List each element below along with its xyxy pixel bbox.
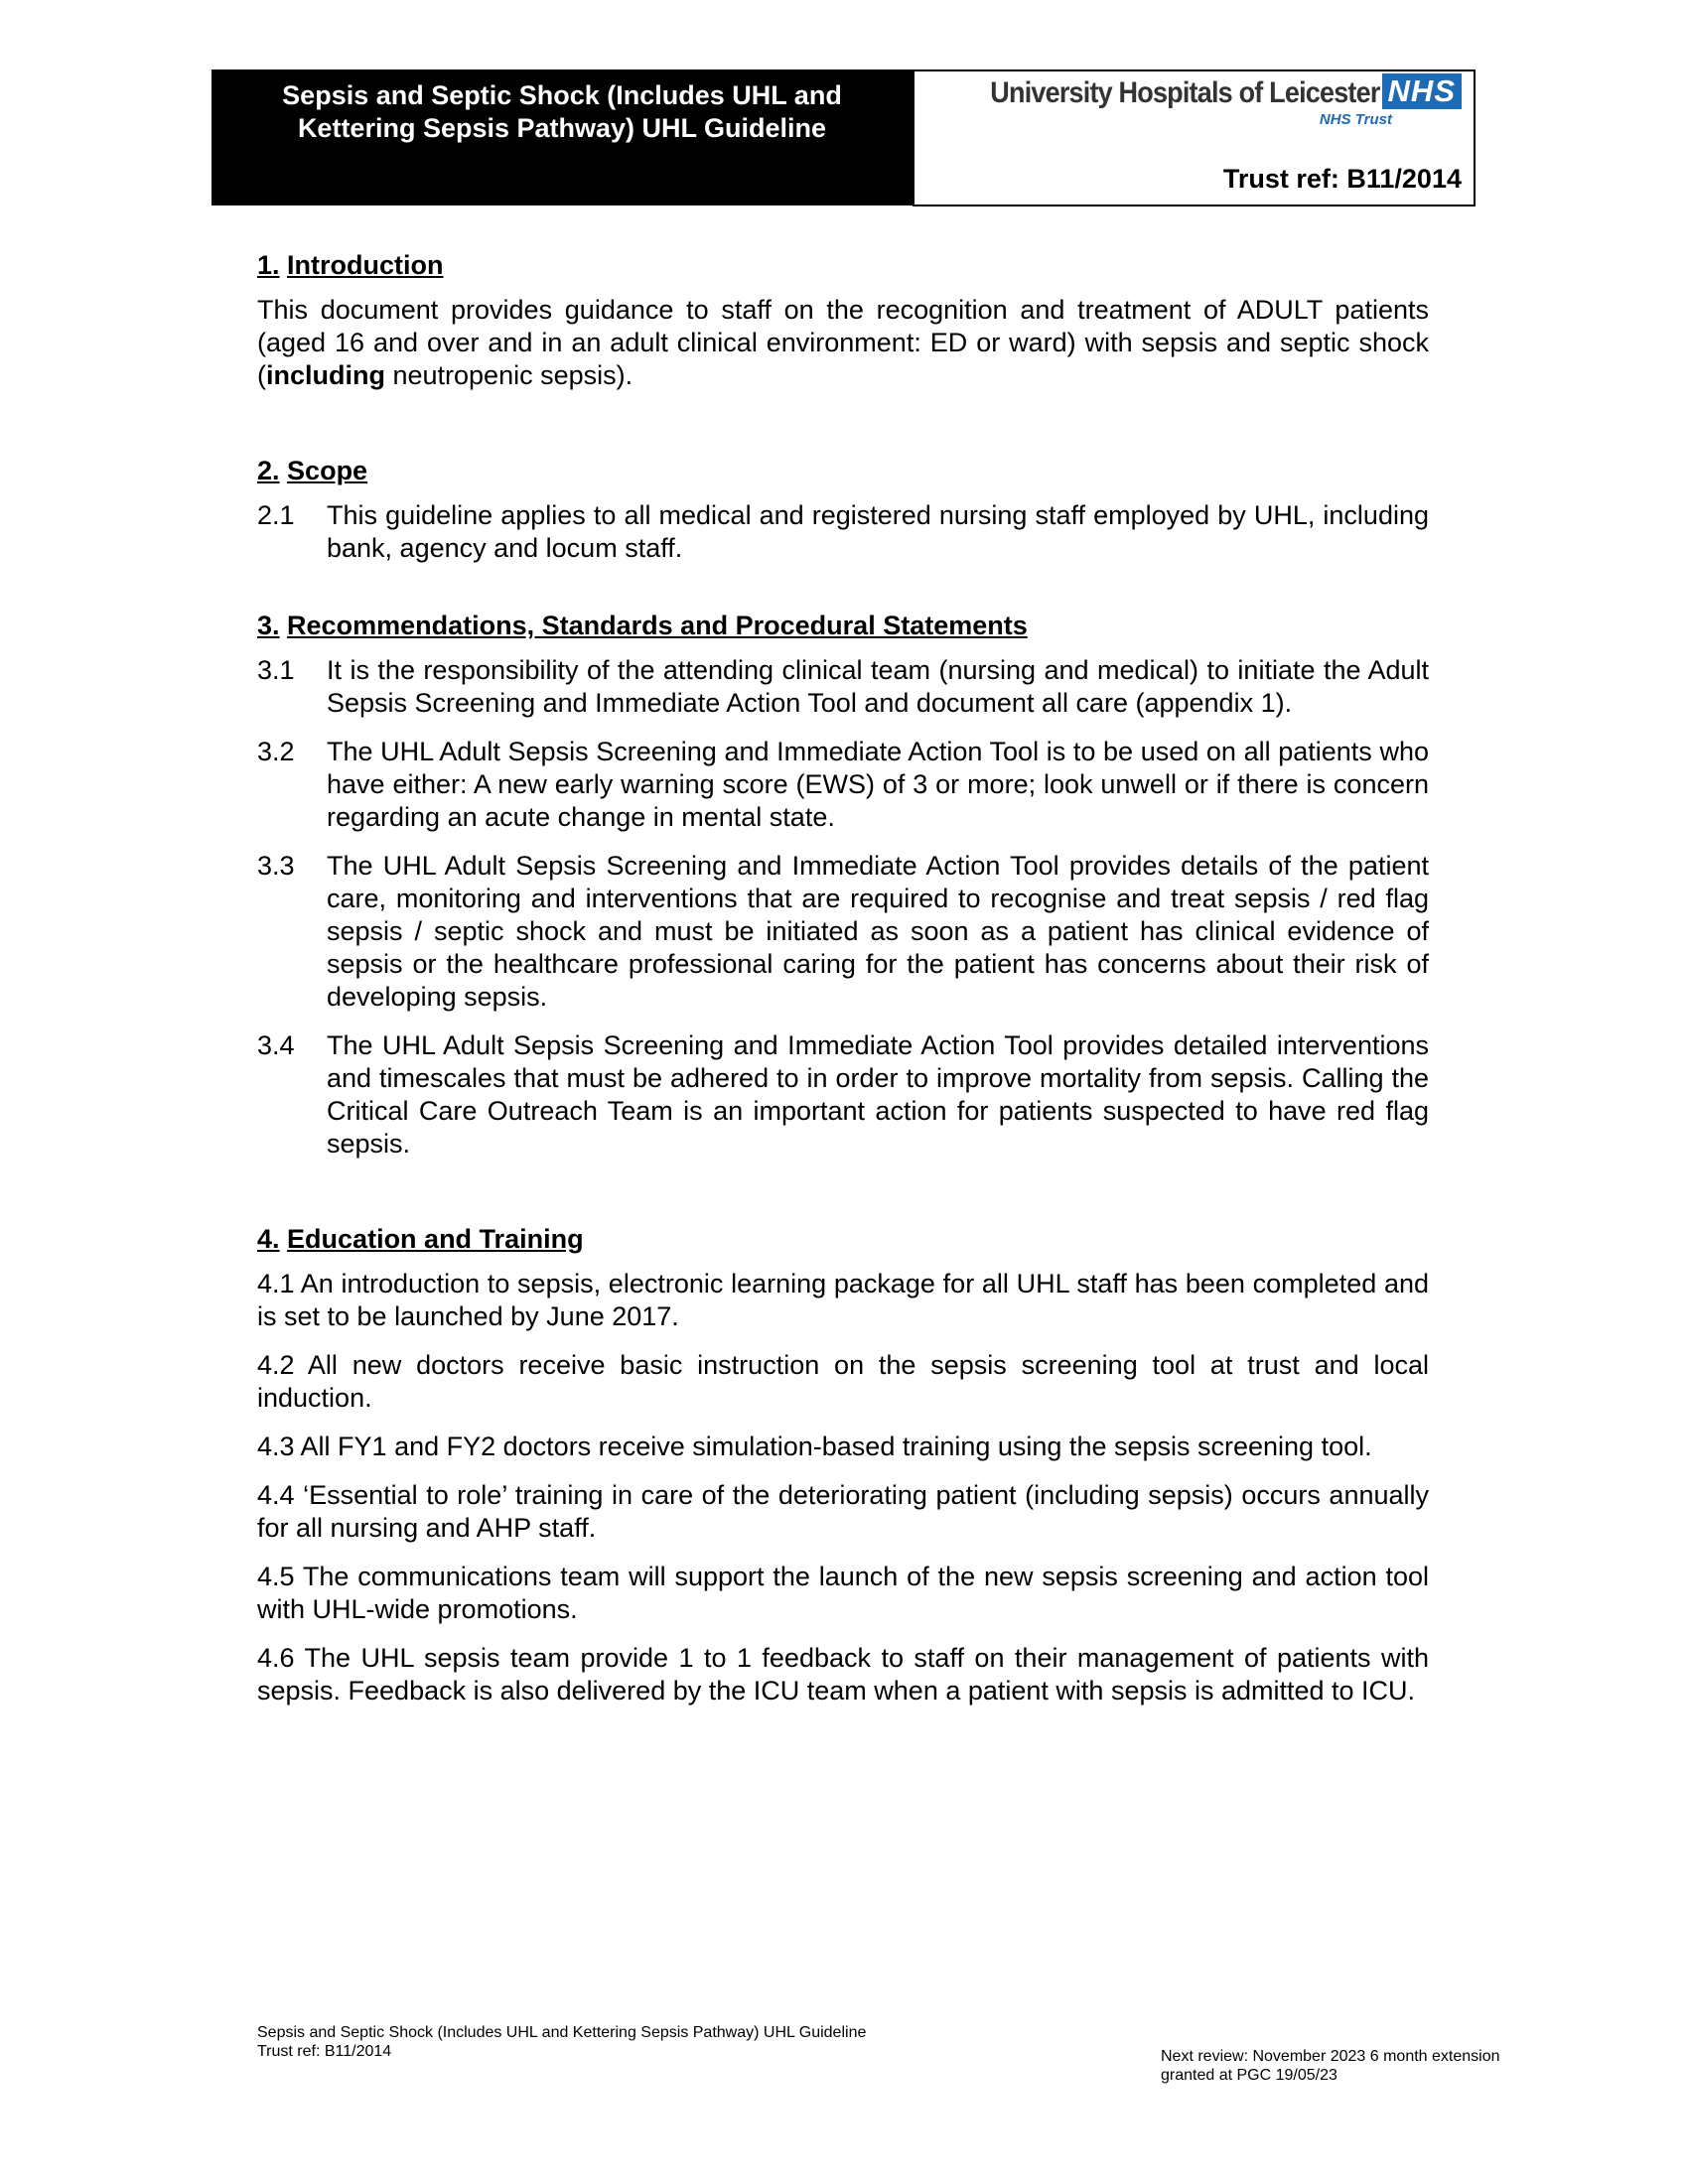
- item-text: This guideline applies to all medical and registered nursing staff employed by UHL, including bank, agency and locum staff.: [327, 500, 1429, 563]
- section-scope: [257, 454, 1429, 565]
- section-heading: [257, 1222, 1429, 1256]
- section-introduction: [257, 248, 1429, 392]
- section-number: 1.: [257, 250, 280, 280]
- item-number: 3.3: [257, 851, 295, 881]
- section-title: Recommendations, Standards and Procedural Statements: [287, 611, 1028, 640]
- list-item: 4.5 The communications team will support the launch of the new sepsis screening and action tool with UHL-wide promotions.: [257, 1562, 1429, 1624]
- item-number: 3.4: [257, 1030, 295, 1060]
- header-logo-box: [913, 69, 1476, 206]
- intro-paragraph: [257, 294, 1429, 392]
- document-body: [257, 248, 1429, 1723]
- list-item: [257, 736, 1429, 834]
- item-text: The UHL Adult Sepsis Screening and Immediate Action Tool is to be used on all patients who have either: A new early warning score (EWS) of 3 or more; look unwell or if there is concern regarding an acute change in mental state.: [327, 737, 1429, 832]
- section-heading: [257, 609, 1429, 642]
- footer-document-info: [257, 2023, 866, 2061]
- item-number: 2.1: [257, 500, 295, 530]
- section-education-training: [257, 1222, 1429, 1707]
- list-item: [257, 850, 1429, 1014]
- nhs-logo-icon: NHS: [1382, 73, 1462, 109]
- nhs-trust-label: NHS Trust: [1319, 111, 1392, 128]
- item-text: The UHL Adult Sepsis Screening and Immediate Action Tool provides details of the patient care, monitoring and interventions that are required to recognise and treat sepsis / red flag sepsis / septic shock and must be initiated as soon as a patient has clinical evidence of sepsis or the healthcare professional caring for the patient has concerns about their risk of developing sepsis.: [327, 851, 1429, 1012]
- footer-title: Sepsis and Septic Shock (Includes UHL and Kettering Sepsis Pathway) UHL Guideline: [257, 2024, 867, 2041]
- item-text: It is the responsibility of the attending clinical team (nursing and medical) to initiate the Adult Sepsis Screening and Immediate Action Tool and document all care (appendix 1).: [327, 655, 1429, 718]
- document-title-line2: Kettering Sepsis Pathway) UHL Guideline: [297, 113, 827, 143]
- intro-text-bold: including: [266, 360, 385, 390]
- item-number: 3.1: [257, 655, 295, 685]
- section-title: Education and Training: [287, 1224, 584, 1254]
- document-title-banner: [211, 69, 913, 205]
- section-number: 3.: [257, 611, 280, 640]
- section-number: 4.: [257, 1224, 280, 1254]
- footer-review-info: [1161, 2047, 1558, 2085]
- section-recommendations: [257, 609, 1429, 1160]
- footer-next-review: Next review: November 2023 6 month extension: [1161, 2048, 1500, 2065]
- item-text: The UHL Adult Sepsis Screening and Immediate Action Tool provides detailed interventions and timescales that must be adhered to in order to improve mortality from sepsis. Calling the Critical Care Outreach Team is an important action for patients suspected to have red flag sepsis.: [327, 1030, 1429, 1159]
- list-item: [257, 1029, 1429, 1160]
- list-item: 4.2 All new doctors receive basic instruction on the sepsis screening tool at trust and local induction.: [257, 1350, 1429, 1413]
- section-number: 2.: [257, 456, 280, 485]
- intro-text-a: This document provides guidance to staff on the recognition and treatment of ADULT patients (aged 16 and over and in an adult clinical environment: ED or ward) with sepsis and septic shock (: [257, 295, 1429, 390]
- list-item: 4.3 All FY1 and FY2 doctors receive simulation-based training using the sepsis screening tool.: [257, 1432, 1372, 1461]
- list-item: 4.6 The UHL sepsis team provide 1 to 1 feedback to staff on their management of patients with sepsis. Feedback is also delivered by the ICU team when a patient with sepsis is admitted to ICU.: [257, 1643, 1429, 1706]
- list-item: 4.4 ‘Essential to role’ training in care of the deteriorating patient (including sepsis) occurs annually for all nursing and AHP staff.: [257, 1480, 1429, 1543]
- intro-text-b: neutropenic sepsis).: [384, 360, 633, 390]
- section-title: Scope: [287, 456, 368, 485]
- section-heading: [257, 454, 1429, 487]
- uhl-logo: [990, 73, 1462, 109]
- org-name: University Hospitals of Leicester: [990, 75, 1380, 109]
- list-item: [257, 654, 1429, 720]
- list-item: [257, 499, 1429, 565]
- trust-ref: Trust ref: B11/2014: [1222, 164, 1462, 194]
- footer-extension: granted at PGC 19/05/23: [1161, 2067, 1337, 2084]
- item-number: 3.2: [257, 737, 295, 766]
- footer-trust-ref: Trust ref: B11/2014: [257, 2043, 392, 2060]
- section-heading: [257, 248, 1429, 282]
- section-title: Introduction: [287, 250, 444, 280]
- document-title-line1: Sepsis and Septic Shock (Includes UHL and: [282, 80, 842, 110]
- list-item: 4.1 An introduction to sepsis, electronic learning package for all UHL staff has been completed and is set to be launched by June 2017.: [257, 1269, 1429, 1331]
